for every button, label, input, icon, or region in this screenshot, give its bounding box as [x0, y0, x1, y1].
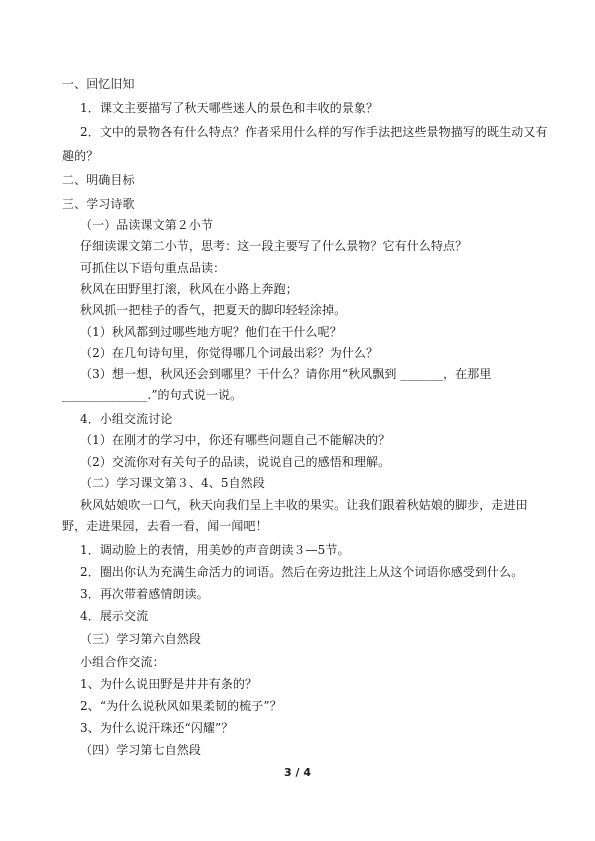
- heading-goals: 二、明确目标: [62, 173, 135, 187]
- paragraph-autumn-cont: 野，走进果园，去看一看，闻一闻吧！: [62, 519, 268, 533]
- sub-question-3-cont: ______________.”的句式说一说。: [62, 388, 243, 402]
- poem-line-2: 秋风抓一把桂子的香气，把夏天的脚印轻轻涂掉。: [80, 303, 347, 317]
- coop-question-3: 3、为什么说汗珠还“闪耀”？: [80, 721, 234, 735]
- group-cooperation: 小组合作交流：: [80, 655, 165, 669]
- coop-question-2: 2、“为什么说秋风如果柔韧的梳子”？: [80, 699, 282, 713]
- subheading-section-1: （一）品读课文第２小节: [80, 218, 214, 232]
- paragraph-focus: 可抓住以下语句重点品读：: [80, 261, 226, 275]
- subheading-section-4: （四）学习第七自然段: [80, 743, 202, 757]
- question-2-cont: 趣的？: [62, 149, 99, 163]
- subheading-section-2: （二）学习课文第３、4、5自然段: [80, 476, 265, 490]
- discussion-item-2: （2）交流你对有关句子的品读，说说自己的感悟和理解。: [80, 455, 391, 469]
- task-3: 3．再次带着感情朗读。: [80, 587, 209, 601]
- sub-question-2: （2）在几句诗句里，你觉得哪几个词最出彩？为什么？: [80, 346, 379, 360]
- poem-line-1: 秋风在田野里打滚，秋风在小路上奔跑；: [80, 282, 298, 296]
- paragraph-autumn: 秋风姑娘吹一口气，秋天向我们呈上丰收的果实。让我们跟着秋姑娘的脚步，走进田: [80, 498, 528, 512]
- heading-study-poem: 三、学习诗歌: [62, 197, 135, 211]
- coop-question-1: 1、为什么说田野是井井有条的？: [80, 677, 258, 691]
- discussion-item-1: （1）在刚才的学习中，你还有哪些问题自己不能解决的？: [80, 433, 391, 447]
- task-1: 1．调动脸上的表情，用美妙的声音朗读３—5节。: [80, 543, 350, 557]
- question-2: 2．文中的景物各有什么特点？作者采用什么样的写作手法把这些景物描写的既生动又有: [80, 125, 548, 139]
- task-4: 4．展示交流: [80, 609, 149, 623]
- question-1: 1．课文主要描写了秋天哪些迷人的景色和丰收的景象？: [80, 101, 379, 115]
- group-discussion: 4．小组交流讨论: [80, 412, 173, 426]
- heading-review: 一、回忆旧知: [62, 77, 135, 91]
- sub-question-1: （1）秋风都到过哪些地方呢？他们在干什么呢？: [80, 325, 342, 339]
- paragraph-think: 仔细读课文第二小节，思考：这一段主要写了什么景物？它有什么特点？: [80, 239, 468, 253]
- page-number: 3 / 4: [284, 766, 311, 779]
- sub-question-3: （3）想一想，秋风还会到哪里？干什么？请你用“秋风飘到 _______，在那里: [80, 367, 492, 381]
- subheading-section-3: （三）学习第六自然段: [80, 632, 202, 646]
- task-2: 2．圈出你认为充满生命活力的词语。然后在旁边批注上从这个词语你感受到什么。: [80, 565, 524, 579]
